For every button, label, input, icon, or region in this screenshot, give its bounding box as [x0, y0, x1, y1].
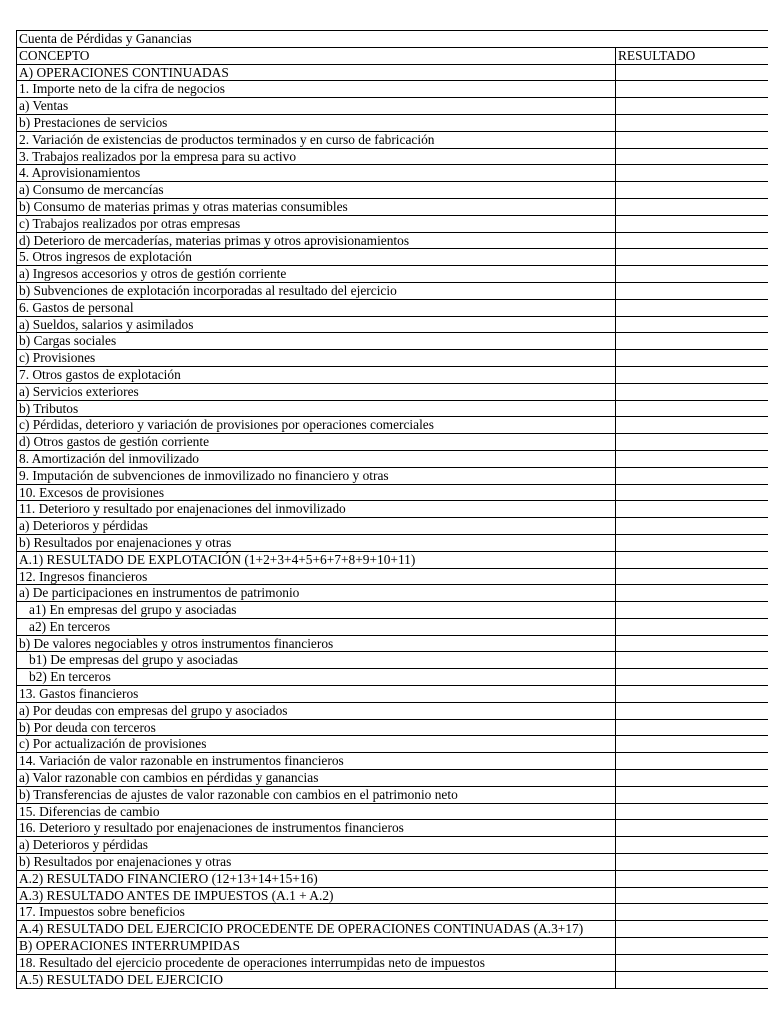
result-cell	[616, 81, 768, 98]
result-cell	[616, 165, 768, 182]
result-cell	[616, 904, 768, 921]
result-cell	[616, 820, 768, 837]
concept-cell: c) Trabajos realizados por otras empresas	[17, 215, 616, 232]
concept-cell: 9. Imputación de subvenciones de inmovilizado no financiero y otras	[17, 467, 616, 484]
table-row	[17, 165, 768, 182]
table-row	[17, 131, 768, 148]
table-row	[17, 350, 768, 367]
result-cell	[616, 921, 768, 938]
result-cell	[616, 249, 768, 266]
concept-cell: a) Ventas	[17, 98, 616, 115]
concept-cell: d) Otros gastos de gestión corriente	[17, 434, 616, 451]
table-row	[17, 736, 768, 753]
table-row	[17, 686, 768, 703]
table-row	[17, 568, 768, 585]
result-cell	[616, 484, 768, 501]
concept-cell: A.5) RESULTADO DEL EJERCICIO	[17, 971, 616, 988]
result-cell	[616, 434, 768, 451]
table-row	[17, 501, 768, 518]
result-cell	[616, 148, 768, 165]
table-row	[17, 585, 768, 602]
table-row	[17, 534, 768, 551]
concept-cell: 3. Trabajos realizados por la empresa para su activo	[17, 148, 616, 165]
concept-cell: 15. Diferencias de cambio	[17, 803, 616, 820]
concept-cell: A.1) RESULTADO DE EXPLOTACIÓN (1+2+3+4+5+6+7+8+9+10+11)	[17, 551, 616, 568]
concept-cell: b) Cargas sociales	[17, 333, 616, 350]
table-row	[17, 837, 768, 854]
concept-cell: 13. Gastos financieros	[17, 686, 616, 703]
table-row	[17, 249, 768, 266]
table-row	[17, 148, 768, 165]
table-title-empty-cell	[616, 31, 768, 48]
result-cell	[616, 400, 768, 417]
concept-cell: 11. Deterioro y resultado por enajenaciones del inmovilizado	[17, 501, 616, 518]
result-cell	[616, 551, 768, 568]
table-row	[17, 232, 768, 249]
result-cell	[616, 736, 768, 753]
result-cell	[616, 870, 768, 887]
table-row	[17, 64, 768, 81]
result-cell	[616, 316, 768, 333]
table-row	[17, 215, 768, 232]
result-cell	[616, 450, 768, 467]
concept-cell: a) Valor razonable con cambios en pérdidas y ganancias	[17, 770, 616, 787]
concept-cell: a) Consumo de mercancías	[17, 182, 616, 199]
result-cell	[616, 383, 768, 400]
table-row	[17, 400, 768, 417]
result-cell	[616, 854, 768, 871]
concept-cell: 2. Variación de existencias de productos terminados y en curso de fabricación	[17, 131, 616, 148]
concept-cell: B) OPERACIONES INTERRUMPIDAS	[17, 938, 616, 955]
table-row	[17, 366, 768, 383]
table-row	[17, 602, 768, 619]
result-cell	[616, 518, 768, 535]
concept-cell: 5. Otros ingresos de explotación	[17, 249, 616, 266]
header-resultado: RESULTADO	[616, 47, 768, 64]
result-cell	[616, 333, 768, 350]
concept-cell: 4. Aprovisionamientos	[17, 165, 616, 182]
table-row	[17, 81, 768, 98]
result-cell	[616, 652, 768, 669]
table-row	[17, 551, 768, 568]
result-cell	[616, 98, 768, 115]
table-row	[17, 921, 768, 938]
result-cell	[616, 350, 768, 367]
result-cell	[616, 282, 768, 299]
result-cell	[616, 803, 768, 820]
result-cell	[616, 669, 768, 686]
concept-cell: a) Sueldos, salarios y asimilados	[17, 316, 616, 333]
concept-cell: A.2) RESULTADO FINANCIERO (12+13+14+15+16)	[17, 870, 616, 887]
header-concepto: CONCEPTO	[17, 47, 616, 64]
concept-cell: b) De valores negociables y otros instrumentos financieros	[17, 635, 616, 652]
concept-cell: b1) De empresas del grupo y asociadas	[17, 652, 616, 669]
concept-cell: a) Servicios exteriores	[17, 383, 616, 400]
table-row	[17, 938, 768, 955]
concept-cell: b) Subvenciones de explotación incorporadas al resultado del ejercicio	[17, 282, 616, 299]
profit-loss-table	[16, 30, 768, 989]
table-row	[17, 333, 768, 350]
result-cell	[616, 837, 768, 854]
table-row	[17, 955, 768, 972]
result-cell	[616, 114, 768, 131]
table-row	[17, 417, 768, 434]
table-row	[17, 803, 768, 820]
concept-cell: b2) En terceros	[17, 669, 616, 686]
concept-cell: A) OPERACIONES CONTINUADAS	[17, 64, 616, 81]
table-row	[17, 484, 768, 501]
result-cell	[616, 232, 768, 249]
concept-cell: b) Transferencias de ajustes de valor razonable con cambios en el patrimonio neto	[17, 786, 616, 803]
table-row	[17, 887, 768, 904]
concept-cell: a) Ingresos accesorios y otros de gestión corriente	[17, 266, 616, 283]
result-cell	[616, 770, 768, 787]
result-cell	[616, 955, 768, 972]
result-cell	[616, 366, 768, 383]
concept-cell: a) Deterioros y pérdidas	[17, 837, 616, 854]
result-cell	[616, 198, 768, 215]
table-row	[17, 854, 768, 871]
table-row	[17, 971, 768, 988]
result-cell	[616, 64, 768, 81]
table-row	[17, 282, 768, 299]
concept-cell: 17. Impuestos sobre beneficios	[17, 904, 616, 921]
table-row	[17, 770, 768, 787]
table-row	[17, 266, 768, 283]
concept-cell: d) Deterioro de mercaderías, materias primas y otros aprovisionamientos	[17, 232, 616, 249]
table-row	[17, 450, 768, 467]
concept-cell: c) Por actualización de provisiones	[17, 736, 616, 753]
concept-cell: 6. Gastos de personal	[17, 299, 616, 316]
table-row	[17, 669, 768, 686]
table-header-row	[17, 47, 768, 64]
concept-cell: b) Tributos	[17, 400, 616, 417]
concept-cell: 18. Resultado del ejercicio procedente de operaciones interrumpidas neto de impuestos	[17, 955, 616, 972]
table-row	[17, 702, 768, 719]
concept-cell: c) Pérdidas, deterioro y variación de provisiones por operaciones comerciales	[17, 417, 616, 434]
result-cell	[616, 938, 768, 955]
concept-cell: b) Prestaciones de servicios	[17, 114, 616, 131]
result-cell	[616, 753, 768, 770]
concept-cell: b) Resultados por enajenaciones y otras	[17, 534, 616, 551]
concept-cell: a2) En terceros	[17, 618, 616, 635]
table-row	[17, 182, 768, 199]
concept-cell: b) Resultados por enajenaciones y otras	[17, 854, 616, 871]
table-row	[17, 652, 768, 669]
table-row	[17, 618, 768, 635]
concept-cell: 10. Excesos de provisiones	[17, 484, 616, 501]
result-cell	[616, 602, 768, 619]
result-cell	[616, 467, 768, 484]
table-title-row	[17, 31, 768, 48]
concept-cell: 1. Importe neto de la cifra de negocios	[17, 81, 616, 98]
concept-cell: a) Por deudas con empresas del grupo y asociados	[17, 702, 616, 719]
result-cell	[616, 971, 768, 988]
concept-cell: a) De participaciones en instrumentos de patrimonio	[17, 585, 616, 602]
concept-cell: 7. Otros gastos de explotación	[17, 366, 616, 383]
result-cell	[616, 182, 768, 199]
table-row	[17, 518, 768, 535]
concept-cell: a1) En empresas del grupo y asociadas	[17, 602, 616, 619]
result-cell	[616, 266, 768, 283]
table-row	[17, 820, 768, 837]
table-row	[17, 434, 768, 451]
table-row	[17, 753, 768, 770]
result-cell	[616, 719, 768, 736]
table-title: Cuenta de Pérdidas y Ganancias	[17, 31, 616, 48]
table-row	[17, 114, 768, 131]
result-cell	[616, 635, 768, 652]
result-cell	[616, 417, 768, 434]
concept-cell: b) Consumo de materias primas y otras materias consumibles	[17, 198, 616, 215]
table-row	[17, 383, 768, 400]
table-row	[17, 98, 768, 115]
result-cell	[616, 702, 768, 719]
result-cell	[616, 618, 768, 635]
table-row	[17, 635, 768, 652]
result-cell	[616, 534, 768, 551]
result-cell	[616, 131, 768, 148]
result-cell	[616, 568, 768, 585]
concept-cell: b) Por deuda con terceros	[17, 719, 616, 736]
result-cell	[616, 887, 768, 904]
concept-cell: 12. Ingresos financieros	[17, 568, 616, 585]
concept-cell: c) Provisiones	[17, 350, 616, 367]
concept-cell: a) Deterioros y pérdidas	[17, 518, 616, 535]
result-cell	[616, 299, 768, 316]
concept-cell: 16. Deterioro y resultado por enajenaciones de instrumentos financieros	[17, 820, 616, 837]
table-row	[17, 870, 768, 887]
table-row	[17, 786, 768, 803]
concept-cell: A.3) RESULTADO ANTES DE IMPUESTOS (A.1 + A.2)	[17, 887, 616, 904]
table-row	[17, 299, 768, 316]
concept-cell: A.4) RESULTADO DEL EJERCICIO PROCEDENTE DE OPERACIONES CONTINUADAS (A.3+17)	[17, 921, 616, 938]
result-cell	[616, 585, 768, 602]
concept-cell: 8. Amortización del inmovilizado	[17, 450, 616, 467]
table-row	[17, 467, 768, 484]
table-row	[17, 904, 768, 921]
result-cell	[616, 501, 768, 518]
table-row	[17, 316, 768, 333]
result-cell	[616, 215, 768, 232]
table-row	[17, 719, 768, 736]
result-cell	[616, 786, 768, 803]
result-cell	[616, 686, 768, 703]
table-row	[17, 198, 768, 215]
concept-cell: 14. Variación de valor razonable en instrumentos financieros	[17, 753, 616, 770]
